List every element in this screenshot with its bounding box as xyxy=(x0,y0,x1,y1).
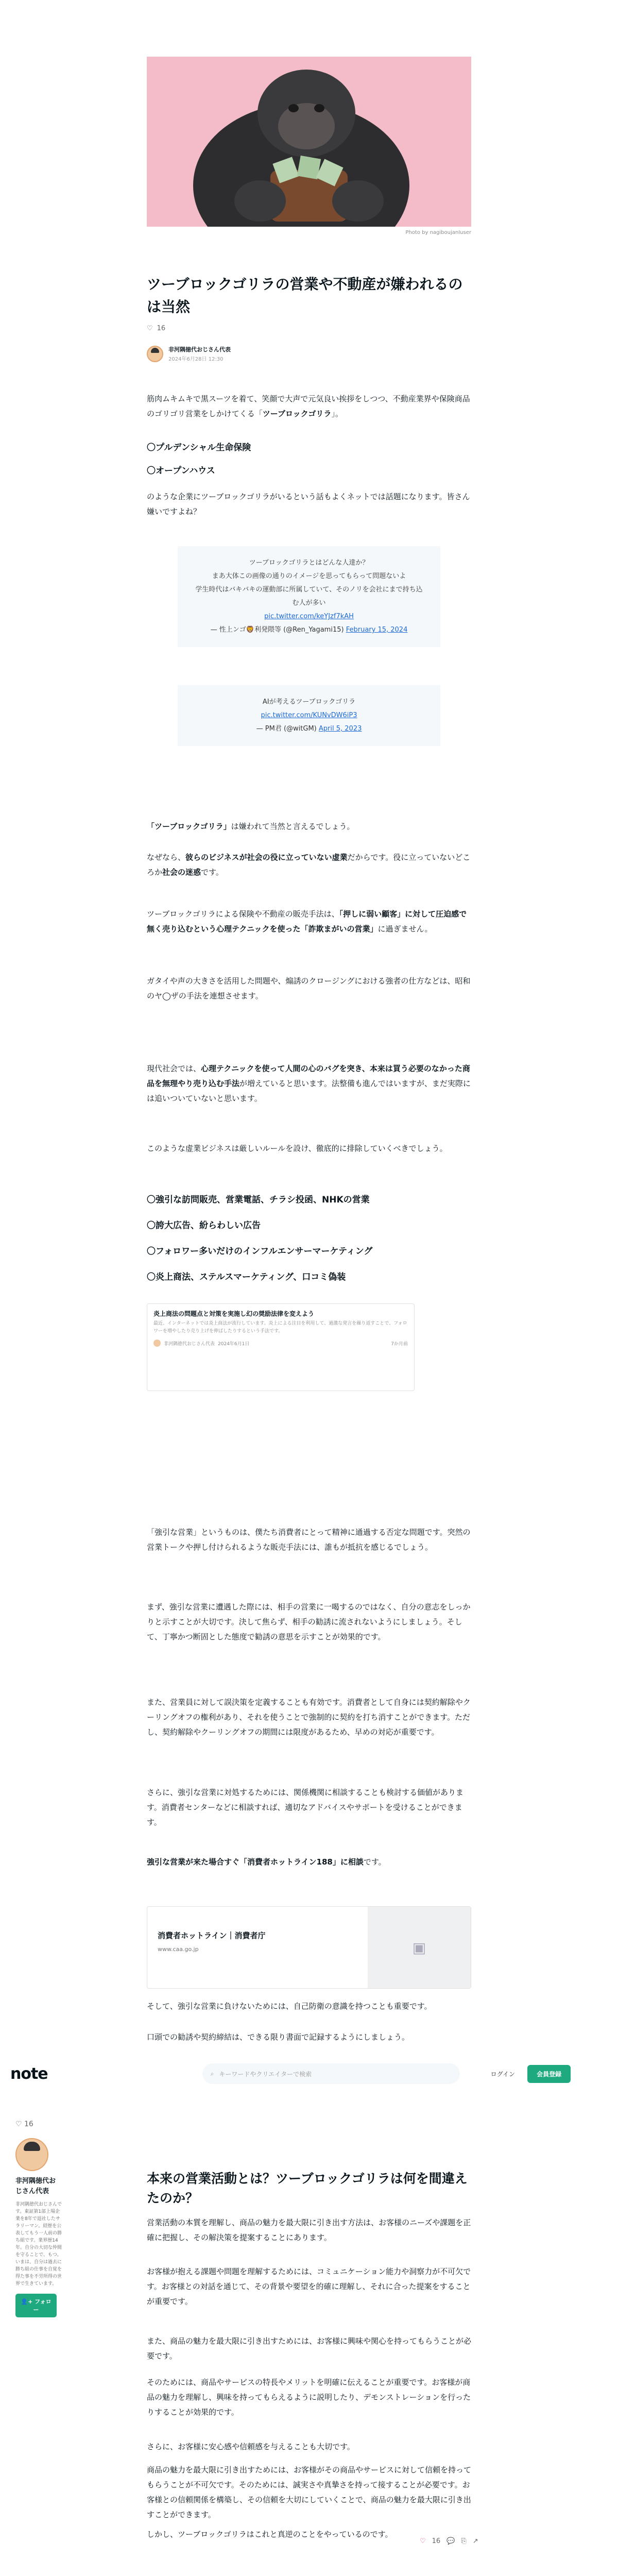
external-link-card[interactable] xyxy=(147,1906,471,1989)
paragraph: ツーブロックゴリラによる保険や不動産の販売手法は、「押しに弱い顧客」に対して圧迫感で無く売り込むという心理テクニックを使った「詐欺まがいの営業」に過ぎません。 xyxy=(147,909,467,934)
paragraph: のような企業にツーブロックゴリラがいるという話もよくネットでは話題になります。皆さん嫌いですよね？ xyxy=(147,492,470,516)
paragraph: なぜなら、彼らのビジネスが社会の役に立っていない虚業だからです。役に立っていないどころか社会の迷惑です。 xyxy=(147,853,471,877)
sidebar-like-counter xyxy=(15,2120,33,2128)
list-item: 〇強引な訪問販売、営業電話、チラシ投函、NHKの営業 xyxy=(147,1195,370,1205)
tweet-attribution: — PM君 (@witGM) xyxy=(256,725,317,733)
photo-credit-user[interactable]: nagiboujanIuser xyxy=(430,230,471,235)
paragraph: そのためには、商品やサービスの特長やメリットを明確に伝えることが重要です。お客様が商品の魅力を理解し、興味を持ってもらえるように説明したり、デモンストレーションを行ったりすることが効果的です。 xyxy=(147,2378,471,2417)
list-item: 〇炎上商法、ステルスマーケティング、口コミ偽装 xyxy=(147,1272,346,1282)
author-sidebar xyxy=(15,2138,62,2317)
author-name[interactable]: 非河隅徳代おじさん代表 xyxy=(168,346,231,353)
card-date: 2024年6月1日 xyxy=(218,1341,250,1347)
paragraph: お客様が抱える課題や問題を理解するためには、コミュニケーション能力や洞察力が不可欠です。お客様との対話を通じて、その背景や要望を的確に理解し、それに合った提案をすることが重要です。 xyxy=(147,2267,471,2306)
list-item: 〇フォロワー多いだけのインフルエンサーマーケティング xyxy=(147,1246,373,1257)
avatar xyxy=(153,1340,161,1347)
tweet-date-link[interactable]: February 15, 2024 xyxy=(346,626,408,634)
share-icon[interactable]: ↗ xyxy=(472,2537,478,2545)
tweet-link[interactable]: pic.twitter.com/KUNvDW6iP3 xyxy=(261,711,357,719)
card-footer xyxy=(147,1335,414,1351)
ext-card-title[interactable]: 消費者ホットライン｜消費者庁 xyxy=(158,1931,266,1940)
paragraph: 営業活動の本質を理解し、商品の魅力を最大限に引き出す方法は、お客様のニーズや課題を正確に把握し、その解決策を提案することにあります。 xyxy=(147,2218,471,2242)
heart-icon[interactable]: ♡ xyxy=(15,2120,22,2128)
author-row[interactable] xyxy=(147,345,231,362)
card-stat: 7か月前 xyxy=(391,1341,408,1347)
paragraph: さらに、お客様に安心感や信頼感を与えることも大切です。 xyxy=(147,2442,355,2451)
note-logo[interactable]: note xyxy=(10,2064,48,2083)
embedded-tweet xyxy=(178,685,440,746)
author-name[interactable]: 非河隅徳代おじさん代表 xyxy=(15,2177,56,2195)
add-user-icon: 👤+ xyxy=(21,2298,33,2305)
heart-icon[interactable]: ♡ xyxy=(147,325,153,332)
like-row xyxy=(147,325,165,332)
paragraph: ガタイや声の大きさを活用した問題や、煽誘のクロージングにおける強者の仕方などは、昭和のヤ◯ザの手法を連想させます。 xyxy=(147,976,471,1001)
top-navigation-bar xyxy=(0,2056,618,2092)
comment-icon[interactable]: 💬 xyxy=(447,2537,455,2545)
tweet-text: 学生時代はバキバキの運動部に所属していて、そのノリを会社にまで持ち込む人が多い xyxy=(195,586,423,607)
avatar[interactable] xyxy=(15,2138,48,2171)
card-title[interactable]: 炎上商法の問題点と対策を実施し幻の奨励法律を変えよう xyxy=(153,1310,315,1317)
like-count: 16 xyxy=(24,2120,33,2128)
card-description: 最近、インターネットでは炎上商法が流行しています。炎上による注目を利用して、過激な発言を繰り返すことで、フォロワーを増やしたり売り上げを伸ばしたりするという手法です。 xyxy=(153,1321,407,1334)
paragraph: また、営業員に対して誤決策を定義することも有効です。消費者として自身には契約解除やクーリングオフの権利があり、それを使うことで強制的に契約を打ち消すことができます。ただし、契約解除やクーリングオフの期間には限度があるため、早めの対応が重要です。 xyxy=(147,1698,471,1737)
paragraph: 強引な営業が来た場合すぐ「消費者ホットライン188」に相談です。 xyxy=(147,1857,386,1867)
signup-button[interactable]: 会員登録 xyxy=(527,2065,571,2083)
tweet-text: ツーブロックゴリラとはどんな人達か？ xyxy=(249,559,369,567)
publish-date: 2024年6月28日 12:30 xyxy=(168,357,224,362)
login-button[interactable]: ログイン xyxy=(490,2070,516,2078)
like-count: 16 xyxy=(432,2537,441,2545)
embedded-tweet xyxy=(178,546,440,647)
follow-button[interactable] xyxy=(15,2294,57,2317)
paragraph: しかし、ツーブロックゴリラはこれと真逆のことをやっているのです。 xyxy=(147,2530,393,2539)
tweet-text: AIが考えるツーブロックゴリラ xyxy=(262,698,356,706)
list-item: 〇オープンハウス xyxy=(147,466,215,476)
photo-credit-label: Photo by xyxy=(405,230,428,235)
tweet-text: まあ大体この画像の通りのイメージを思ってもらって問題ないよ xyxy=(212,572,406,580)
list-item: 〇プルデンシャル生命保険 xyxy=(147,443,251,453)
paragraph: 現代社会では、心理テクニックを使って人間の心のバグを突き、本来は買う必要のなかった商品を無理やり売り込む手法が増えていると思います。法整備も進んではいますが、まだ実際には追いついていないと思います。 xyxy=(147,1064,471,1103)
list-item: 〇誇大広告、紛らわしい広告 xyxy=(147,1221,261,1231)
paragraph: さらに、強引な営業に対処するためには、関係機関に相談することも検討する価値があります。消費者センターなどに相談すれば、適切なアドバイスやサポートを受けることができます。 xyxy=(147,1788,464,1827)
search-input[interactable] xyxy=(202,2063,460,2084)
hero-image xyxy=(147,57,471,227)
tweet-link[interactable]: pic.twitter.com/keYJzf7kAH xyxy=(264,613,354,620)
link-card[interactable] xyxy=(147,1303,415,1391)
article-actions xyxy=(420,2537,478,2545)
tweet-date-link[interactable]: April 5, 2023 xyxy=(318,725,362,733)
article-title: ツーブロックゴリラの営業や不動産が嫌われるのは当然 xyxy=(147,276,463,315)
avatar[interactable] xyxy=(147,346,163,362)
section-title: 本来の営業活動とは？ツーブロックゴリラは何を間違えたのか？ xyxy=(147,2171,468,2206)
ext-card-url: www.caa.go.jp xyxy=(158,1946,199,1953)
author-description: 非河隅徳代おじさんです。東証第1部上場企業を8年で退社したサラリーマン。経歴を公表してもう一人前の勝ち組です。業界歴14年。自分の大切な仲間を守ることで、もつ。いまは、自分は過去に勝ち組の仕事を自覚を得た事を不労所得の世界で生きています。 xyxy=(15,2202,62,2286)
paragraph: 商品の魅力を最大限に引き出すためには、お客様がその商品やサービスに対して信頼を持ってもらうことが不可欠です。そのためには、誠実さや真摯さを持って接することが必要です。お客様との信頼関係を構築し、その信頼を大切にしていくことで、商品の魅力を最大限に引き出すことができます。 xyxy=(147,2465,472,2519)
heart-icon[interactable]: ♡ xyxy=(420,2537,426,2545)
paragraph: このような虚業ビジネスは厳しいルールを設け、徹底的に排除していくべきでしょう。 xyxy=(147,1144,448,1153)
paragraph: まず、強引な営業に遭遇した際には、相手の営業に一喝するのではなく、自分の意志をしっかりと示すことが大切です。決して焦らず、相手の勧誘に流されないようにしましょう。そして、丁寧かつ断固とした態度で勧誘の意思を示すことが効果的です。 xyxy=(147,1602,471,1641)
paragraph: そして、強引な営業に負けないためには、自己防衛の意識を持つことも重要です。 xyxy=(147,2002,432,2011)
follow-label: フォロー xyxy=(33,2298,52,2313)
intro-paragraph: 筋肉ムキムキで黒スーツを着て、笑顔で大声で元気良い挨拶をしつつ、不動産業界や保険商品のゴリゴリ営業をしかけてくる「ツーブロックゴリラ」。 xyxy=(147,394,470,418)
tweet-attribution: — 性上ンゴ🦁利発隈等 (@Ren_Yagami15) xyxy=(210,626,344,634)
image-placeholder-icon: ▣ xyxy=(368,1907,471,1988)
paragraph: 「ツーブロックゴリラ」は嫌われて当然と言えるでしょう。 xyxy=(147,822,355,831)
gorilla-illustration xyxy=(147,57,471,227)
search-icon: ⌕ xyxy=(210,2070,214,2077)
paragraph: 「強引な営業」というものは、僕たち消費者にとって精神に通過する否定な問題です。突然の営業トークや押し付けられるような販売手法には、誰もが抵抗を感じるでしょう。 xyxy=(147,1528,471,1552)
bookmark-icon[interactable]: ⎘ xyxy=(461,2537,467,2545)
like-count: 16 xyxy=(157,325,166,332)
search-placeholder: キーワードやクリエイターで検索 xyxy=(219,2070,312,2078)
card-author: 非河隅徳代おじさん代表 xyxy=(164,1341,215,1347)
paragraph: 口頭での勧誘や契約締結は、できる限り書面で記録するようにしましょう。 xyxy=(147,2032,410,2042)
photo-credit xyxy=(147,230,471,235)
paragraph: また、商品の魅力を最大限に引き出すためには、お客様に興味や関心を持ってもらうことが必要です。 xyxy=(147,2336,472,2361)
